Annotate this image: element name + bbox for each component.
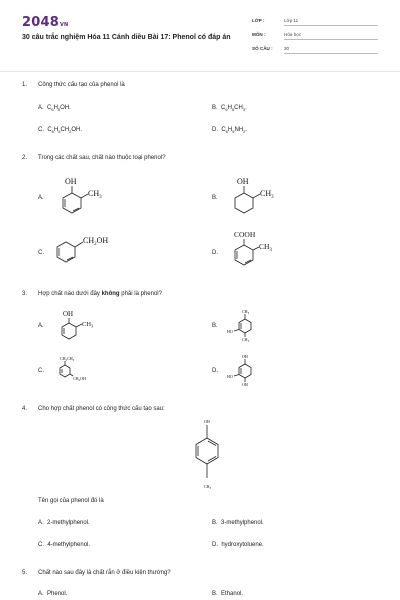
q2-option-b-structure[interactable]	[222, 175, 282, 220]
q2-option-a-structure[interactable]	[50, 175, 110, 220]
q4-option-a[interactable]: A. 2-methylphenol.	[38, 520, 90, 526]
svg-text:COOH: COOH	[234, 230, 256, 239]
meta-value-subject: Hóa học	[284, 32, 378, 40]
q2-option-c-label[interactable]: C.	[38, 250, 44, 256]
svg-text:HO: HO	[227, 329, 233, 334]
q4-option-c[interactable]: C. 4-methylphenol.	[38, 542, 91, 548]
q3-number: 3.	[22, 291, 28, 297]
meta-label-count: SỐ CÂU :	[252, 46, 273, 51]
svg-text:OH: OH	[242, 354, 248, 359]
q2-option-c-structure[interactable]	[50, 232, 130, 272]
q2-option-b-label[interactable]: B.	[212, 195, 218, 201]
meta-value-grade: Lớp 11	[284, 18, 378, 26]
q3-option-a-label[interactable]: A.	[38, 323, 44, 329]
q2-text: Trong các chất sau, chất nào thuộc loại phenol?	[38, 155, 166, 161]
svg-text:CH3: $CH_3$	[88, 189, 102, 200]
q4-number: 4.	[22, 406, 28, 412]
q1-text: Công thức cấu tạo của phenol là	[38, 82, 125, 88]
svg-text:CH2OH: $CH_2OH$	[73, 376, 86, 382]
q1-option-a[interactable]: A. $C_6H_5OH$.	[38, 105, 71, 113]
q4-option-d[interactable]: D. hydroxytoluene.	[212, 542, 264, 548]
svg-text:CH2CH3: $CH_2CH_3$	[60, 356, 75, 362]
q1-option-d[interactable]: D. $C_6H_5NH_2$.	[212, 127, 248, 135]
svg-text:OH: OH	[63, 310, 74, 318]
q4-stem: Tên gọi của phenol đó là	[38, 498, 104, 504]
svg-text:CH3: $CH_3$	[82, 321, 94, 329]
q5-text: Chất nào sau đây là chất rắn ở điều kiện thường?	[38, 570, 171, 576]
q3-option-d-label[interactable]: D.	[212, 368, 218, 374]
meta-value-count: 30	[284, 46, 378, 54]
q3-text: Hợp chất nào dưới đây không phải là phenol?	[38, 291, 162, 297]
header-divider	[0, 71, 400, 72]
q4-text: Cho hợp chất phenol có công thức cấu tạo sau:	[38, 406, 165, 412]
svg-text:HO: HO	[227, 374, 233, 379]
q3-option-c-label[interactable]: C.	[38, 368, 44, 374]
q5-option-a[interactable]: A. Phenol.	[38, 591, 68, 597]
q3-option-b-structure[interactable]	[224, 307, 264, 347]
svg-text:CH3: $CH_3$	[259, 242, 272, 253]
meta-label-grade: LỚP :	[252, 18, 265, 23]
svg-text:CH3: $CH_3$	[204, 484, 212, 490]
svg-text:OH: OH	[237, 177, 249, 186]
q3-option-a-structure[interactable]	[50, 308, 110, 346]
q4-structure	[180, 416, 230, 496]
q3-option-b-label[interactable]: B.	[212, 323, 218, 329]
q3-option-d-structure[interactable]	[224, 352, 264, 392]
q2-option-a-label[interactable]: A.	[38, 195, 44, 201]
meta-label-subject: MÔN :	[252, 32, 266, 37]
q1-option-c[interactable]: C. $C_6H_5CH_2OH$.	[38, 127, 83, 135]
q3-option-c-structure[interactable]	[50, 354, 100, 388]
svg-text:OH: OH	[65, 177, 77, 186]
q1-number: 1.	[22, 82, 28, 88]
svg-text:OH: OH	[242, 382, 248, 387]
document-title: 30 câu trắc nghiệm Hóa 11 Cánh diều Bài 17: Phenol có đáp án	[22, 34, 231, 41]
svg-text:OH: OH	[204, 419, 210, 424]
q5-number: 5.	[22, 570, 28, 576]
svg-text:CH2OH: $CH_2OH$	[83, 236, 109, 247]
svg-text:CH3: $CH_3$	[242, 309, 250, 315]
page-header	[0, 0, 400, 72]
q5-option-b[interactable]: B. Ethanol.	[212, 591, 244, 597]
q2-option-d-structure[interactable]	[222, 228, 282, 273]
q4-option-b[interactable]: B. 3-methylphenol.	[212, 520, 264, 526]
svg-text:CH3: $CH_3$	[260, 189, 274, 200]
q2-number: 2.	[22, 155, 28, 161]
q1-option-b[interactable]: B. $C_6H_5CH_3$.	[212, 105, 247, 113]
site-logo[interactable]: 2048VN	[22, 15, 69, 30]
svg-text:CH3: $CH_3$	[242, 337, 250, 343]
q2-option-d-label[interactable]: D.	[212, 250, 218, 256]
